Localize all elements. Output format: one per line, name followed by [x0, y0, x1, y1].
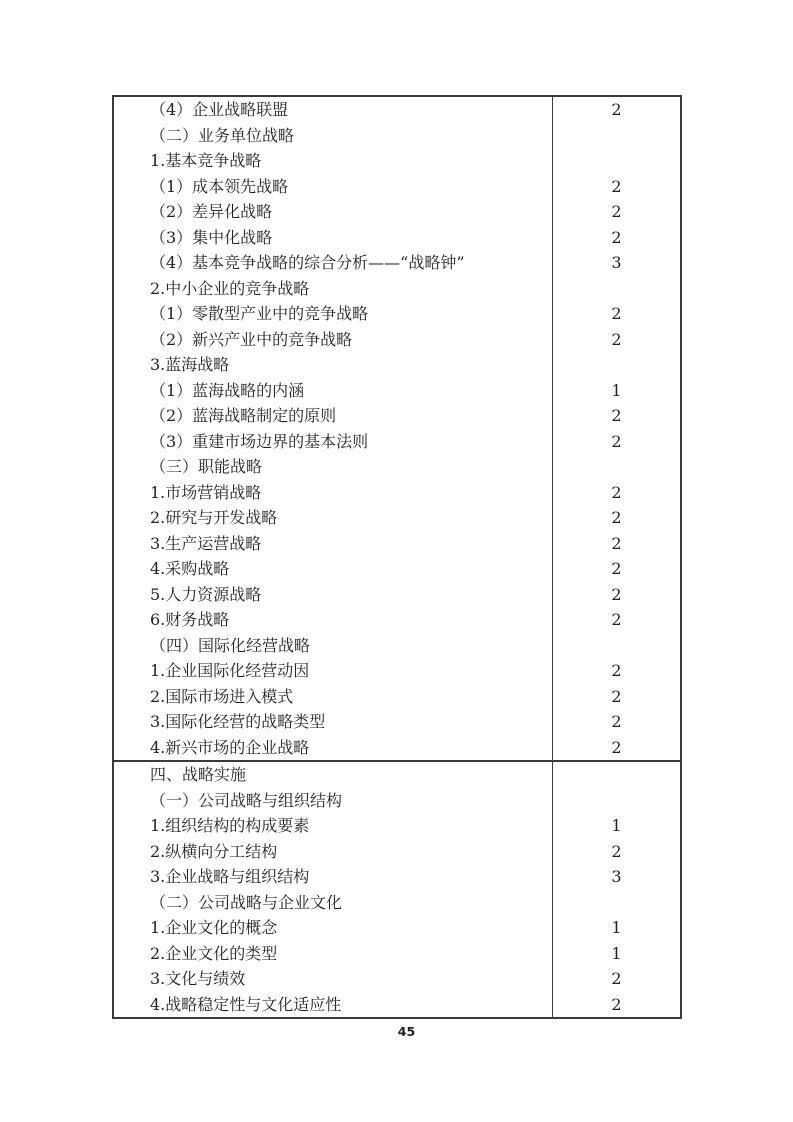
table-row — [114, 556, 680, 582]
table-row — [114, 225, 680, 251]
score-cell — [552, 633, 680, 659]
topic-cell: 1.企业文化的概念 — [150, 918, 278, 937]
topic-cell: 2.企业文化的类型 — [150, 943, 278, 963]
score-cell: 2 — [552, 429, 680, 455]
score-cell: 3 — [552, 250, 680, 276]
topic-cell: （2）蓝海战略制定的原则 — [150, 406, 337, 425]
topic-cell: （4）企业战略联盟 — [150, 100, 289, 119]
score-cell: 2 — [552, 97, 680, 123]
score-cell: 2 — [552, 839, 680, 865]
table-row — [114, 607, 680, 633]
topic-cell: 6.财务战略 — [150, 610, 230, 629]
score-cell: 2 — [552, 992, 680, 1018]
table-section-continued — [114, 97, 680, 760]
score-cell: 1 — [552, 915, 680, 941]
table-row — [114, 301, 680, 327]
score-cell: 1 — [552, 378, 680, 404]
score-cell: 2 — [552, 607, 680, 633]
score-cell: 2 — [552, 480, 680, 506]
topic-cell: 4.采购战略 — [150, 559, 230, 578]
topic-cell: 四、战略实施 — [150, 765, 247, 784]
score-cell: 2 — [552, 199, 680, 225]
score-cell — [552, 762, 680, 788]
score-cell: 2 — [552, 709, 680, 735]
topic-cell: （二）公司战略与企业文化 — [150, 892, 343, 912]
score-cell: 1 — [552, 941, 680, 967]
topic-cell: （二）业务单位战略 — [150, 125, 295, 145]
table-row — [114, 352, 680, 378]
table-row — [114, 403, 680, 429]
topic-cell: 4.战略稳定性与文化适应性 — [150, 994, 342, 1014]
topic-cell: （1）零散型产业中的竞争战略 — [150, 304, 369, 323]
score-cell: 3 — [552, 864, 680, 890]
table-row — [114, 709, 680, 735]
topic-cell: 3.生产运营战略 — [150, 533, 262, 553]
score-cell: 2 — [552, 505, 680, 531]
table-row — [114, 480, 680, 506]
table-row — [114, 250, 680, 276]
topic-cell: （2）新兴产业中的竞争战略 — [150, 329, 353, 349]
page-footer — [0, 1024, 793, 1039]
score-cell — [552, 788, 680, 814]
table-section-strategy-implementation — [114, 760, 680, 1017]
table-row — [114, 735, 680, 761]
table-row — [114, 762, 680, 788]
table-row — [114, 813, 680, 839]
topic-cell: 1.市场营销战略 — [150, 482, 262, 502]
topic-cell: （三）职能战略 — [150, 457, 263, 476]
table-row — [114, 966, 680, 992]
table-row — [114, 941, 680, 967]
table-row — [114, 839, 680, 865]
score-cell: 2 — [552, 531, 680, 557]
table-row — [114, 454, 680, 480]
score-cell — [552, 123, 680, 149]
table-row — [114, 864, 680, 890]
topic-cell: （1）蓝海战略的内涵 — [150, 380, 305, 400]
topic-cell: 1.组织结构的构成要素 — [150, 816, 310, 835]
topic-cell: 1.基本竞争战略 — [150, 151, 262, 170]
topic-cell: （3）集中化战略 — [150, 227, 273, 247]
topic-cell: （4）基本竞争战略的综合分析——“战略钟” — [150, 253, 465, 272]
topic-cell: （3）重建市场边界的基本法则 — [150, 431, 369, 451]
table-row — [114, 327, 680, 353]
topic-cell: （2）差异化战略 — [150, 202, 273, 221]
score-cell: 2 — [552, 658, 680, 684]
score-cell: 2 — [552, 301, 680, 327]
score-cell: 2 — [552, 684, 680, 710]
topic-cell: 1.企业国际化经营动因 — [150, 661, 310, 680]
table-row — [114, 582, 680, 608]
table-row — [114, 684, 680, 710]
score-cell — [552, 276, 680, 302]
page-number: 45 — [397, 1024, 416, 1039]
table-row — [114, 531, 680, 557]
table-row — [114, 429, 680, 455]
topic-cell: 4.新兴市场的企业战略 — [150, 737, 310, 757]
score-cell: 2 — [552, 327, 680, 353]
score-cell: 2 — [552, 174, 680, 200]
table-row — [114, 378, 680, 404]
table-row — [114, 890, 680, 916]
score-cell — [552, 454, 680, 480]
score-cell: 1 — [552, 813, 680, 839]
table-row — [114, 633, 680, 659]
topic-cell: 2.国际市场进入模式 — [150, 686, 294, 706]
score-cell: 2 — [552, 556, 680, 582]
score-cell — [552, 352, 680, 378]
topic-cell: （四）国际化经营战略 — [150, 635, 311, 655]
table-row — [114, 148, 680, 174]
topic-cell: 2.纵横向分工结构 — [150, 841, 278, 861]
table-row — [114, 174, 680, 200]
syllabus-table — [112, 95, 682, 1019]
topic-cell: 3.文化与绩效 — [150, 969, 246, 988]
score-cell — [552, 148, 680, 174]
topic-cell: 5.人力资源战略 — [150, 584, 262, 604]
table-row — [114, 915, 680, 941]
table-row — [114, 199, 680, 225]
table-row — [114, 658, 680, 684]
table-row — [114, 788, 680, 814]
table-row — [114, 123, 680, 149]
topic-cell: 3.国际化经营的战略类型 — [150, 712, 326, 731]
table-row — [114, 97, 680, 123]
topic-cell: （一）公司战略与组织结构 — [150, 790, 343, 810]
topic-cell: 2.中小企业的竞争战略 — [150, 278, 310, 298]
score-cell: 2 — [552, 735, 680, 761]
score-cell: 2 — [552, 582, 680, 608]
table-row — [114, 276, 680, 302]
score-cell: 2 — [552, 966, 680, 992]
topic-cell: 2.研究与开发战略 — [150, 508, 278, 527]
score-cell — [552, 890, 680, 916]
topic-cell: 3.蓝海战略 — [150, 355, 230, 374]
topic-cell: 3.企业战略与组织结构 — [150, 867, 310, 886]
table-row — [114, 505, 680, 531]
topic-cell: （1）成本领先战略 — [150, 176, 289, 196]
table-row — [114, 992, 680, 1018]
score-cell: 2 — [552, 403, 680, 429]
score-cell: 2 — [552, 225, 680, 251]
